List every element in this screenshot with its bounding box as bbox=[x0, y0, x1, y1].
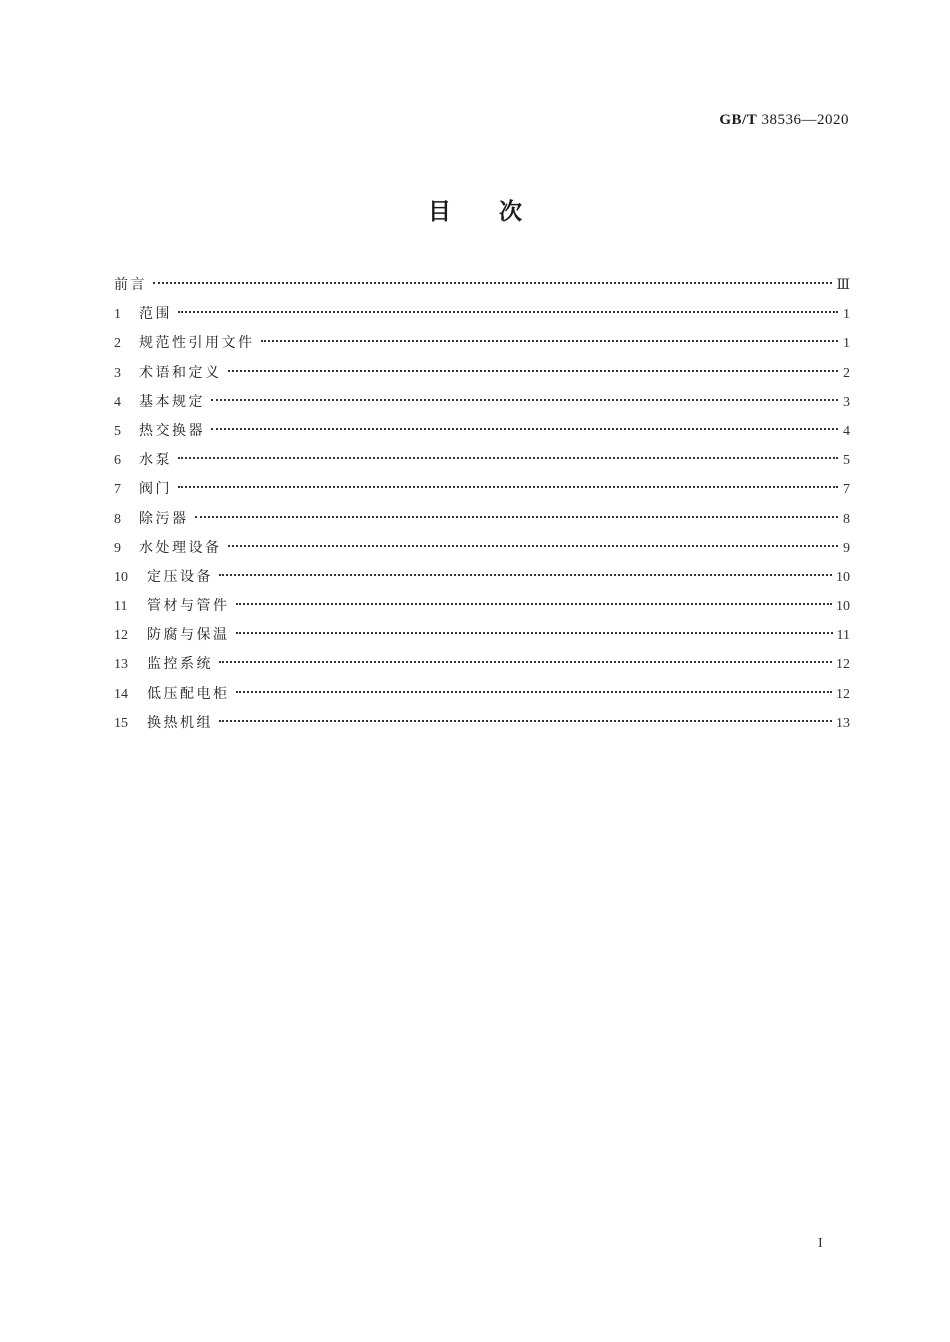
toc-entry-number: 6 bbox=[114, 453, 121, 469]
toc-entry-page: 3 bbox=[843, 394, 850, 410]
page-number: I bbox=[818, 1236, 823, 1251]
toc-entry[interactable] bbox=[114, 592, 850, 621]
toc-entry-number: 1 bbox=[114, 307, 121, 323]
toc-entry-number: 13 bbox=[114, 657, 128, 673]
standard-prefix: GB/T bbox=[719, 112, 758, 128]
toc-entry[interactable] bbox=[114, 300, 850, 329]
toc-dot-leader bbox=[211, 399, 838, 401]
toc-entry-page: 4 bbox=[843, 423, 850, 439]
standard-number bbox=[719, 112, 849, 129]
toc-entry-number: 4 bbox=[114, 394, 121, 410]
toc-entry-page: 12 bbox=[836, 686, 850, 702]
toc-entry-page: 11 bbox=[836, 628, 850, 644]
toc-dot-leader bbox=[178, 486, 838, 488]
toc-entry-page: 12 bbox=[836, 657, 850, 673]
toc-entry-page: Ⅲ bbox=[836, 278, 850, 293]
toc-entry[interactable] bbox=[114, 329, 850, 358]
toc-entry-label: 基本规定 bbox=[139, 393, 205, 410]
toc-dot-leader bbox=[228, 545, 839, 547]
toc-dot-leader bbox=[178, 457, 838, 459]
toc-entry[interactable] bbox=[114, 475, 850, 504]
toc-dot-leader bbox=[211, 428, 838, 430]
toc-entry-number: 2 bbox=[114, 336, 121, 352]
toc-entry-number: 3 bbox=[114, 365, 121, 381]
toc-entry[interactable] bbox=[114, 388, 850, 417]
toc-entry[interactable] bbox=[114, 505, 850, 534]
toc-dot-leader bbox=[219, 661, 832, 663]
toc-entry-page: 7 bbox=[843, 482, 850, 498]
toc-entry[interactable] bbox=[114, 650, 850, 679]
toc-entry-label: 前言 bbox=[114, 277, 147, 293]
toc-dot-leader bbox=[195, 516, 839, 518]
toc-entry[interactable] bbox=[114, 709, 850, 738]
toc-entry-number: 9 bbox=[114, 540, 121, 556]
toc-entry-page: 9 bbox=[843, 540, 850, 556]
toc-entry-page: 10 bbox=[836, 599, 850, 615]
toc-entry-number: 12 bbox=[114, 628, 128, 644]
toc-entry-page: 2 bbox=[843, 365, 850, 381]
toc-entry-number: 7 bbox=[114, 482, 121, 498]
toc-entry-label: 管材与管件 bbox=[147, 598, 230, 615]
toc-entry[interactable] bbox=[114, 680, 850, 709]
toc-entry-page: 1 bbox=[843, 336, 850, 352]
toc-entry-label: 定压设备 bbox=[147, 568, 213, 585]
toc-entry-label: 术语和定义 bbox=[139, 364, 222, 381]
toc-entry-label: 水泵 bbox=[139, 452, 172, 469]
toc-entry-number: 8 bbox=[114, 511, 121, 527]
toc-entry-page: 10 bbox=[836, 569, 850, 585]
toc-entry-number: 15 bbox=[114, 715, 128, 731]
toc-title: 目次 bbox=[428, 199, 570, 225]
table-of-contents bbox=[114, 271, 850, 738]
toc-entry-label: 换热机组 bbox=[147, 714, 213, 731]
toc-entry-number: 11 bbox=[114, 599, 128, 615]
toc-entry-number: 5 bbox=[114, 423, 121, 439]
toc-dot-leader bbox=[178, 311, 838, 313]
toc-dot-leader bbox=[236, 691, 833, 693]
toc-dot-leader bbox=[219, 720, 832, 722]
toc-entry[interactable] bbox=[114, 563, 850, 592]
toc-entry-label: 范围 bbox=[139, 306, 172, 323]
toc-entry[interactable] bbox=[114, 621, 850, 650]
toc-entry[interactable] bbox=[114, 417, 850, 446]
toc-entry-label: 热交换器 bbox=[139, 422, 205, 439]
toc-entry[interactable] bbox=[114, 359, 850, 388]
toc-entry-label: 低压配电柜 bbox=[147, 685, 230, 702]
toc-entry-number: 10 bbox=[114, 569, 128, 585]
toc-dot-leader bbox=[236, 603, 833, 605]
toc-dot-leader bbox=[219, 574, 832, 576]
toc-entry-page: 1 bbox=[843, 307, 850, 323]
toc-entry-page: 8 bbox=[843, 511, 850, 527]
toc-entry-label: 除污器 bbox=[139, 510, 189, 527]
toc-entry-label: 水处理设备 bbox=[139, 539, 222, 556]
standard-code: 38536—2020 bbox=[761, 112, 849, 128]
toc-dot-leader bbox=[236, 632, 833, 634]
toc-entry-page: 5 bbox=[843, 453, 850, 469]
toc-dot-leader bbox=[228, 370, 839, 372]
toc-dot-leader bbox=[153, 282, 832, 284]
toc-entry-label: 规范性引用文件 bbox=[139, 335, 255, 352]
toc-entry-label: 防腐与保温 bbox=[147, 627, 230, 644]
toc-entry[interactable] bbox=[114, 534, 850, 563]
toc-entry-label: 监控系统 bbox=[147, 656, 213, 673]
toc-entry-number: 14 bbox=[114, 686, 128, 702]
toc-entry[interactable] bbox=[114, 446, 850, 475]
toc-dot-leader bbox=[261, 340, 839, 342]
toc-entry-page: 13 bbox=[836, 715, 850, 731]
toc-entry-label: 阀门 bbox=[139, 481, 172, 498]
toc-entry[interactable] bbox=[114, 271, 850, 300]
